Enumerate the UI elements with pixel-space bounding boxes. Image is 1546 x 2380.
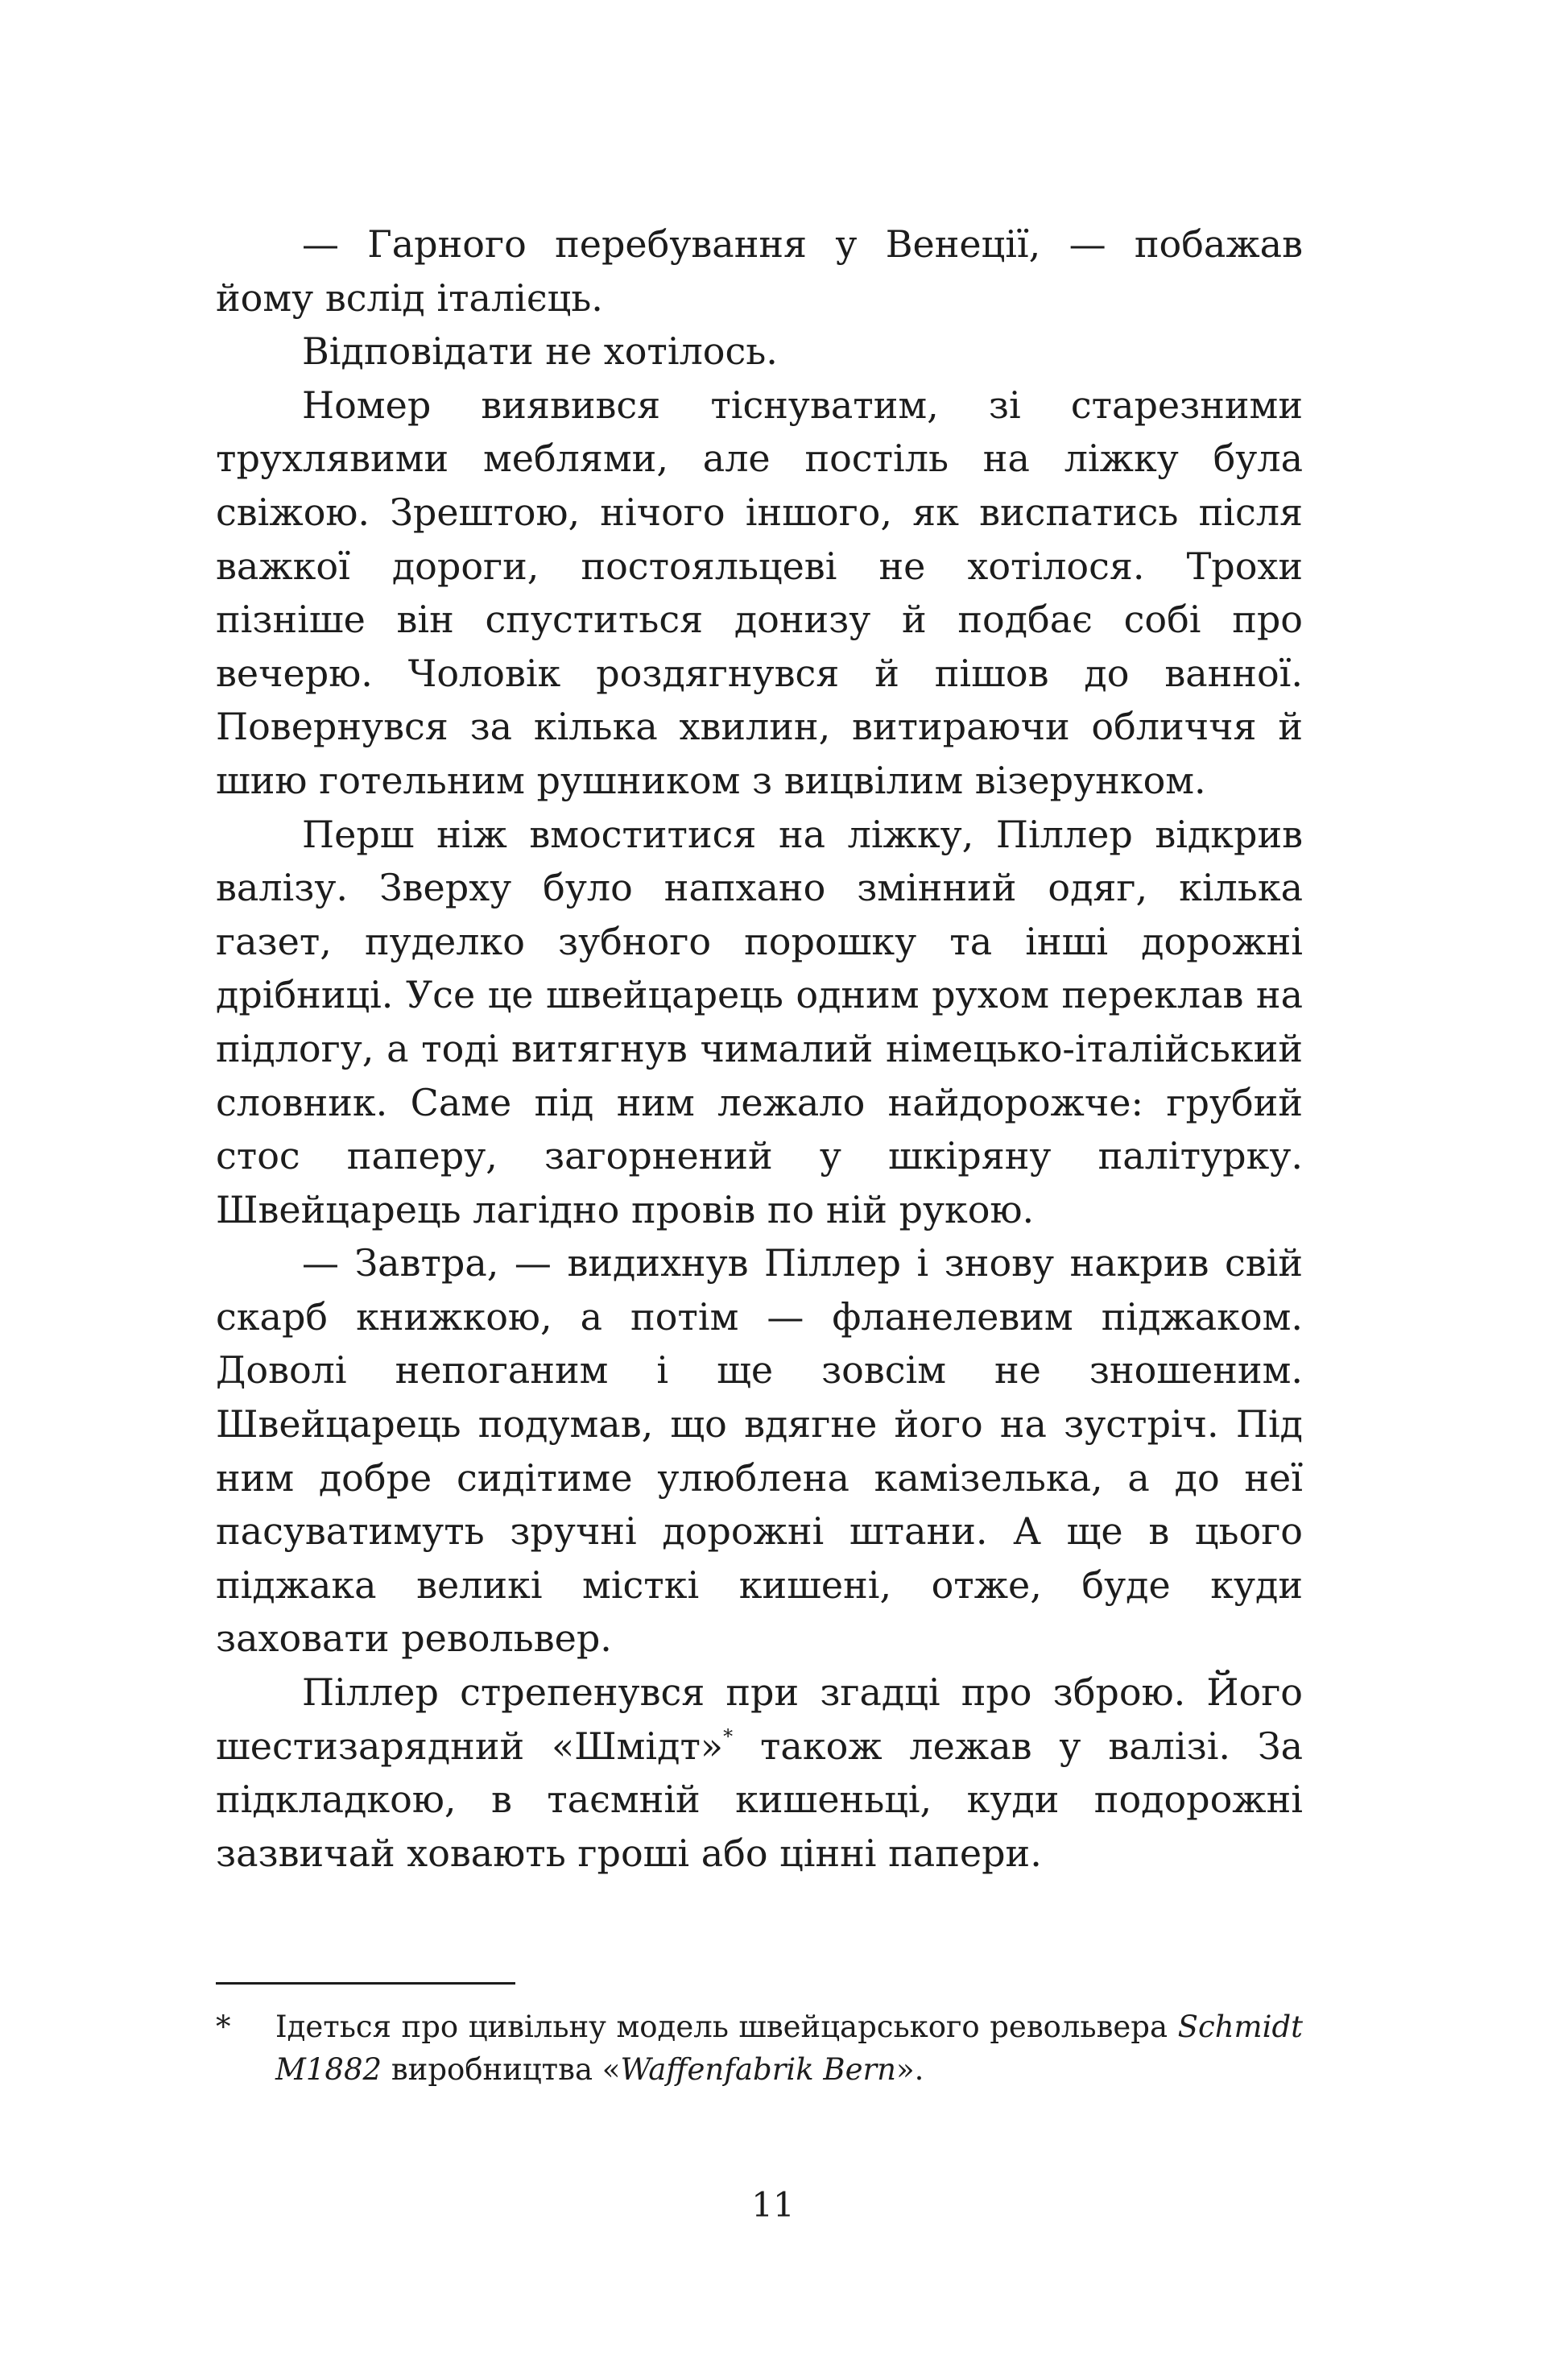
- page-number: 11: [751, 2185, 795, 2225]
- footnote-text: виробництва «: [382, 2052, 621, 2087]
- footnote: [216, 2005, 1303, 2091]
- footnote-mark: *: [216, 2010, 231, 2044]
- footnote-text: Ідеться про цивільну модель швейцарського револьвера: [275, 2010, 1178, 2044]
- footnote-italic-manufacturer: Waffenfabrik Bern: [620, 2052, 896, 2087]
- paragraph-text-after-ref: також лежав у валізі. За підкладкою, в таємній кишеньці, куди подорожні зазвичай ховають гроші або цінні папери.: [216, 1724, 1303, 1875]
- footnote-italic-model: Schmidt M1882: [275, 2010, 1303, 2087]
- footnote-reference: *: [723, 1724, 734, 1748]
- paragraph: Відповідати не хотілось.: [302, 329, 778, 374]
- paragraph: Номер виявився тіснуватим, зі старезними трухлявими меблями, але постіль на ліжку була свіжою. Зрештою, нічого іншого, як виспатись після важкої дороги, постояльцеві не хотілося. Трохи пізніше він спуститься донизу й подбає собі про вечерю. Чоловік роздягнувся й пішов до ванної. Повернувся за кілька хвилин, витираючи обличчя й шию готельним рушником з вицвілим візерунком.: [216, 383, 1303, 802]
- paragraph: — Завтра, — видихнув Піллер і знову накрив свій скарб книжкою, а потім — фланелевим піджаком. Доволі непоганим і ще зовсім не зношеним. Швейцарець подумав, що вдягне його на зустріч. Під ним добре сидітиме улюблена камізелька, а до неї пасуватимуть зручні дорожні штани. А ще в цього піджака великі місткі кишені, отже, буде куди заховати револьвер.: [216, 1241, 1303, 1661]
- main-text: [216, 217, 1303, 1880]
- footnote-separator: [216, 1982, 515, 1985]
- paragraph-with-footnote-ref: [216, 1666, 1303, 1880]
- paragraph: — Гарного перебування у Венеції, — побажав йому вслід італієць.: [216, 222, 1303, 320]
- footnote-text: ».: [896, 2052, 924, 2087]
- paragraph: Перш ніж вмоститися на ліжку, Піллер відкрив валізу. Зверху було напхано змінний одяг, кілька газет, пуделко зубного порошку та інші дорожні дрібниці. Усе це швейцарець одним рухом переклав на підлогу, а тоді витягнув чималий німецько-італійський словник. Саме під ним лежало найдорожче: грубий стос паперу, загорнений у шкіряну палітурку. Швейцарець лагідно провів по ній рукою.: [216, 812, 1303, 1231]
- paragraph-text-before-ref: Піллер стрепенувся при згадці про зброю. Його шестизарядний «Шмідт»: [216, 1670, 1303, 1768]
